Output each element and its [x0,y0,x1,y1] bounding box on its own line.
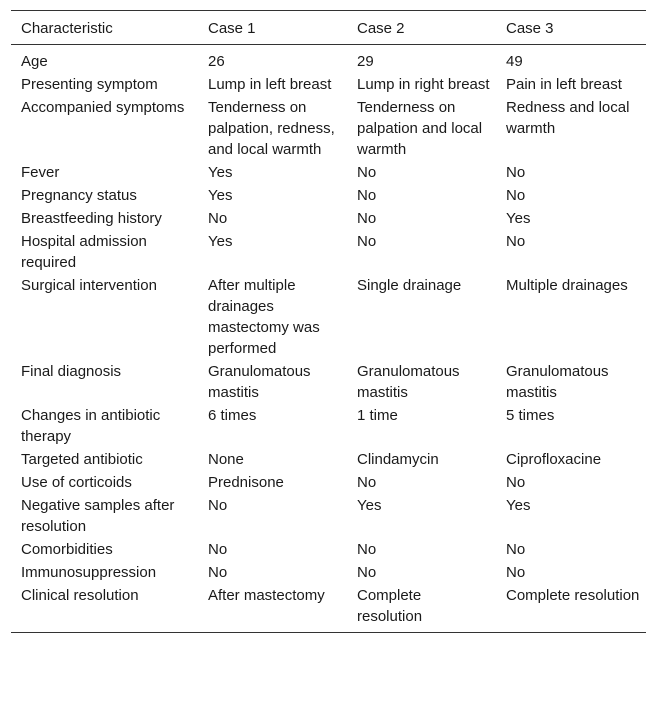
cell-case-3: No [506,564,526,581]
table-row [11,231,646,275]
table-row [11,74,646,97]
row-label-age: Age [21,53,48,70]
cell-case-1: Yes [208,233,233,250]
cell-case-3: No [506,233,526,250]
cell-case-3: Pain in left breast [506,76,622,93]
cell-case-2: Tenderness on palpation and local warmth [357,99,483,158]
row-label-hospital-admission: Hospital admission required [21,233,147,271]
cell-case-3: No [506,541,526,558]
cell-case-2: No [357,164,377,181]
row-label-use-of-corticoids: Use of corticoids [21,474,132,491]
row-label-clinical-resolution: Clinical resolution [21,587,139,604]
table-row [11,208,646,231]
cell-case-2: Lump in right breast [357,76,490,93]
table-row [11,562,646,585]
cell-case-1: No [208,541,228,558]
row-label-antibiotic-changes: Changes in antibiotic therapy [21,407,161,445]
cell-case-3: Ciprofloxacine [506,451,602,468]
cell-case-1: Granulomatous mastitis [208,363,311,401]
cell-case-1: After multiple drainages mastectomy was performed [208,277,320,357]
row-label-final-diagnosis: Final diagnosis [21,363,122,380]
cell-case-2: Complete resolution [357,587,423,625]
case-comparison-table-container [11,10,646,633]
cell-case-1: Yes [208,164,233,181]
cell-case-2: 1 time [357,407,398,424]
cell-case-1: No [208,564,228,581]
cell-case-3: No [506,474,526,491]
header-characteristic: Characteristic [21,19,113,37]
cell-case-2: Yes [357,497,382,514]
cell-case-1: 26 [208,53,225,70]
cell-case-2: Clindamycin [357,451,439,468]
cell-case-2: Single drainage [357,277,462,294]
table-row [11,539,646,562]
cell-case-1: Tenderness on palpation, redness, and local warmth [208,99,335,158]
table-header [11,11,646,45]
table-row [11,495,646,539]
row-label-negative-samples: Negative samples after resolution [21,497,175,535]
cell-case-2: 29 [357,53,374,70]
row-label-surgical-intervention: Surgical intervention [21,277,157,294]
cell-case-3: Redness and local warmth [506,99,630,137]
cell-case-2: No [357,187,377,204]
table-row [11,185,646,208]
table-row [11,405,646,449]
cell-case-3: 49 [506,53,523,70]
cell-case-3: Granulomatous mastitis [506,363,609,401]
table-row [11,275,646,361]
cell-case-2: No [357,541,377,558]
cell-case-2: No [357,474,377,491]
cell-case-1: No [208,210,228,227]
cell-case-3: No [506,187,526,204]
header-case-3: Case 3 [506,19,554,37]
row-label-fever: Fever [21,164,60,181]
table-row [11,45,646,75]
cell-case-3: Multiple drainages [506,277,628,294]
cell-case-3: No [506,164,526,181]
case-comparison-table [11,10,646,633]
table-row [11,162,646,185]
cell-case-1: Prednisone [208,474,284,491]
row-label-breastfeeding-history: Breastfeeding history [21,210,162,227]
header-case-2: Case 2 [357,19,405,37]
cell-case-2: Granulomatous mastitis [357,363,460,401]
row-label-targeted-antibiotic: Targeted antibiotic [21,451,143,468]
cell-case-3: Yes [506,497,531,514]
cell-case-1: Yes [208,187,233,204]
cell-case-3: Yes [506,210,531,227]
row-label-immunosuppression: Immunosuppression [21,564,157,581]
header-row [11,11,646,45]
table-row [11,97,646,162]
row-label-presenting-symptom: Presenting symptom [21,76,158,93]
table-row [11,361,646,405]
cell-case-1: None [208,451,244,468]
row-label-pregnancy-status: Pregnancy status [21,187,137,204]
cell-case-1: 6 times [208,407,257,424]
table-row [11,449,646,472]
header-case-1: Case 1 [208,19,256,37]
cell-case-2: No [357,564,377,581]
cell-case-2: No [357,233,377,250]
cell-case-3: 5 times [506,407,555,424]
row-label-comorbidities: Comorbidities [21,541,113,558]
cell-case-1: After mastectomy [208,587,325,604]
table-body [11,45,646,633]
cell-case-1: No [208,497,228,514]
table-row [11,585,646,633]
cell-case-3: Complete resolution [506,587,640,604]
cell-case-2: No [357,210,377,227]
row-label-accompanied-symptoms: Accompanied symptoms [21,99,185,116]
cell-case-1: Lump in left breast [208,76,332,93]
table-row [11,472,646,495]
